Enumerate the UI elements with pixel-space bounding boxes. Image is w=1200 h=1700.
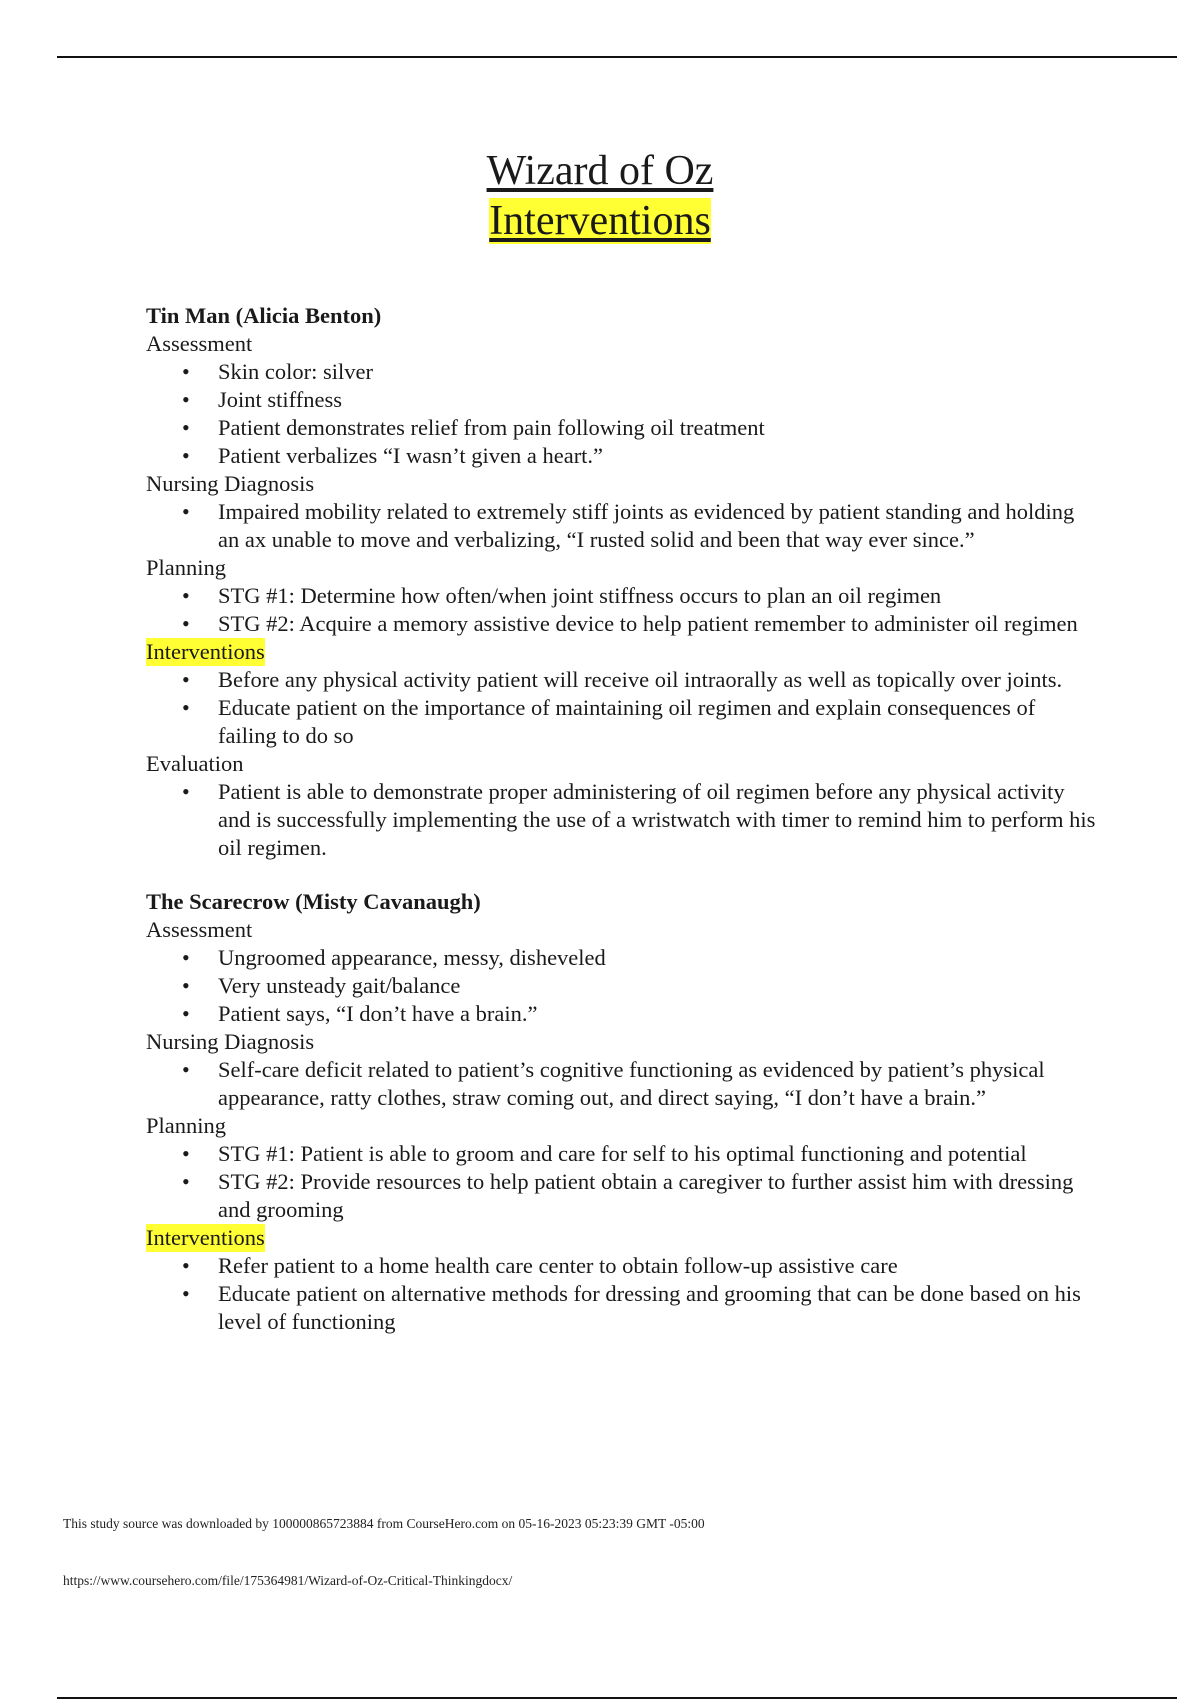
- list-item: • Patient demonstrates relief from pain following oil treatment: [218, 414, 1096, 442]
- list-item: • Refer patient to a home health care center to obtain follow-up assistive care: [218, 1252, 1096, 1280]
- download-notice: This study source was downloaded by 100000865723884 from CourseHero.com on 05-16-2023 05:23:39 GMT -05:00: [63, 1516, 705, 1531]
- section-heading-text: Interventions: [146, 639, 265, 664]
- list-item: • Educate patient on alternative methods for dressing and grooming that can be done based on his level of functioning: [218, 1280, 1096, 1336]
- title-line-1: Wizard of Oz: [486, 148, 714, 194]
- title-line-2: Interventions: [489, 198, 711, 244]
- section-heading: [146, 638, 1096, 666]
- list-item: • STG #2: Provide resources to help patient obtain a caregiver to further assist him with dressing and grooming: [218, 1168, 1096, 1224]
- section-heading: [146, 1112, 1096, 1140]
- section-heading-text: Nursing Diagnosis: [146, 1029, 315, 1054]
- section-heading-text: Assessment: [146, 331, 253, 356]
- bullet-list: [146, 1056, 1096, 1112]
- list-item: • Joint stiffness: [218, 386, 1096, 414]
- top-rule: [57, 56, 1177, 58]
- document-title: [0, 146, 1200, 246]
- bullet-list: [146, 498, 1096, 554]
- list-item: • STG #1: Patient is able to groom and care for self to his optimal functioning and potential: [218, 1140, 1096, 1168]
- section-heading: [146, 1224, 1096, 1252]
- bullet-list: [146, 778, 1096, 862]
- document-body: [146, 302, 1096, 1336]
- source-url: https://www.coursehero.com/file/175364981/Wizard-of-Oz-Critical-Thinkingdocx/: [63, 1573, 513, 1588]
- list-item: • Patient says, “I don’t have a brain.”: [218, 1000, 1096, 1028]
- list-item: • Very unsteady gait/balance: [218, 972, 1096, 1000]
- section-heading: [146, 470, 1096, 498]
- list-item: • STG #2: Acquire a memory assistive device to help patient remember to administer oil regimen: [218, 610, 1096, 638]
- section-heading: [146, 916, 1096, 944]
- bullet-list: [146, 358, 1096, 470]
- section-heading: [146, 750, 1096, 778]
- list-item: • STG #1: Determine how often/when joint stiffness occurs to plan an oil regimen: [218, 582, 1096, 610]
- section-heading: [146, 330, 1096, 358]
- list-item: • Impaired mobility related to extremely stiff joints as evidenced by patient standing and holding an ax unable to move and verbalizing, “I rusted solid and been that way ever since.”: [218, 498, 1096, 554]
- patient-block: [146, 302, 1096, 862]
- list-item: • Before any physical activity patient will receive oil intraorally as well as topically over joints.: [218, 666, 1096, 694]
- list-item: • Educate patient on the importance of maintaining oil regimen and explain consequences of failing to do so: [218, 694, 1096, 750]
- list-item: • Patient verbalizes “I wasn’t given a heart.”: [218, 442, 1096, 470]
- list-item: • Skin color: silver: [218, 358, 1096, 386]
- list-item: • Self-care deficit related to patient’s cognitive functioning as evidenced by patient’s physical appearance, ratty clothes, straw coming out, and direct saying, “I don’t have a brain.”: [218, 1056, 1096, 1112]
- bullet-list: [146, 666, 1096, 750]
- bullet-list: [146, 582, 1096, 638]
- bullet-list: [146, 1140, 1096, 1224]
- bullet-list: [146, 944, 1096, 1028]
- section-heading-text: Planning: [146, 555, 227, 580]
- section-heading-text: Evaluation: [146, 751, 244, 776]
- section-heading: [146, 1028, 1096, 1056]
- list-item: • Patient is able to demonstrate proper administering of oil regimen before any physical activity and is successfully implementing the use of a wristwatch with timer to remind him to perform his oil regimen.: [218, 778, 1096, 862]
- patient-name: Tin Man (Alicia Benton): [146, 303, 382, 328]
- section-heading-text: Interventions: [146, 1225, 265, 1250]
- section-heading-text: Planning: [146, 1113, 227, 1138]
- bullet-list: [146, 1252, 1096, 1336]
- section-heading-text: Nursing Diagnosis: [146, 471, 315, 496]
- patient-block: [146, 888, 1096, 1336]
- section-heading: [146, 554, 1096, 582]
- patient-name: The Scarecrow (Misty Cavanaugh): [146, 889, 481, 914]
- patient-separator: [146, 862, 1096, 888]
- section-heading-text: Assessment: [146, 917, 253, 942]
- list-item: • Ungroomed appearance, messy, disheveled: [218, 944, 1096, 972]
- bottom-rule: [57, 1697, 1177, 1699]
